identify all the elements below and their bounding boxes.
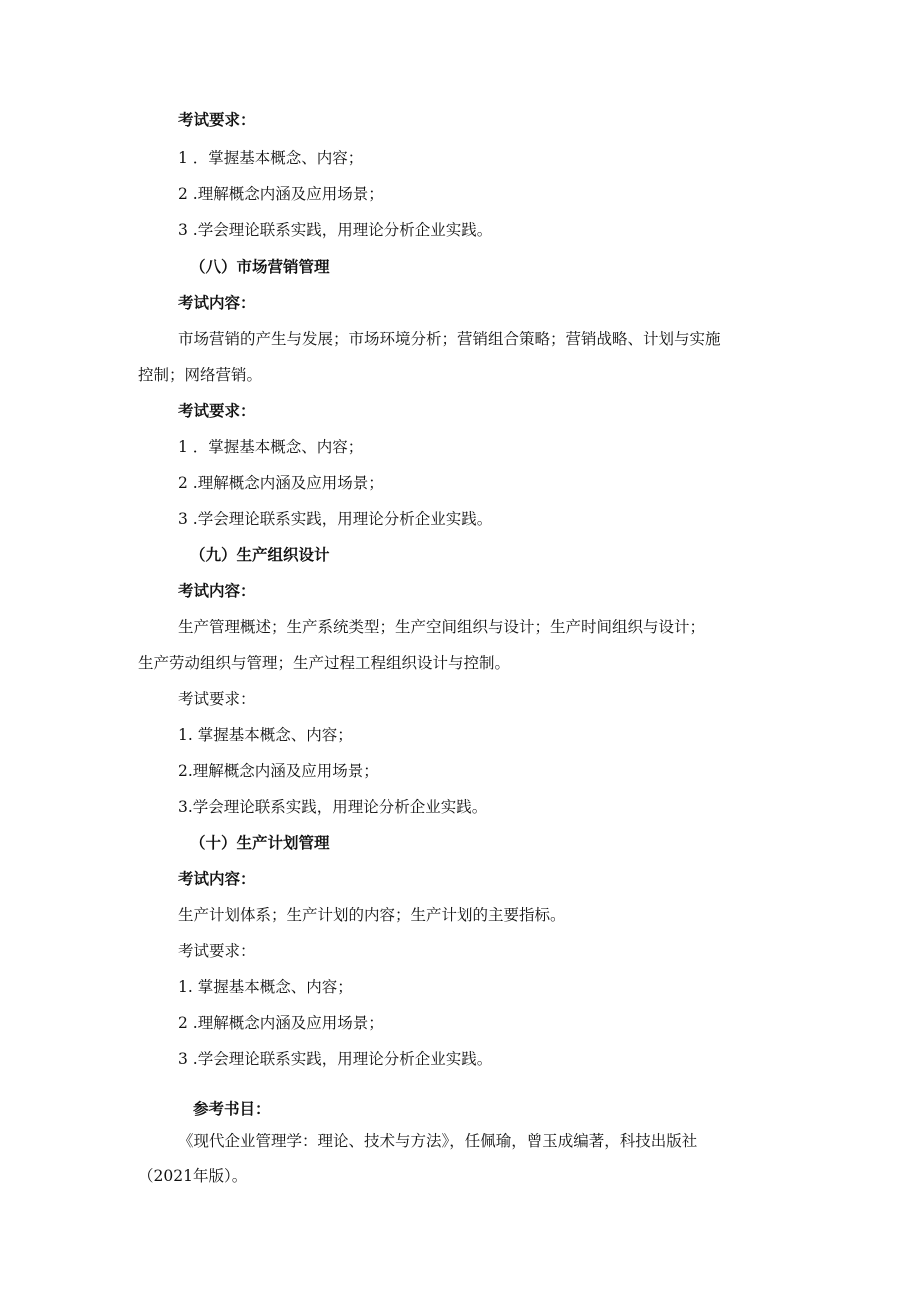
exam-content-text: 生产劳动组织与管理；生产过程工程组织设计与控制。 — [138, 654, 511, 672]
requirement-item: 3 .学会理论联系实践，用理论分析企业实践。 — [178, 221, 493, 239]
requirement-item: 1 ．掌握基本概念、内容； — [178, 149, 364, 167]
requirement-item: 1 ．掌握基本概念、内容； — [178, 438, 364, 456]
exam-requirements-heading: 考试要求： — [178, 690, 256, 708]
requirement-item: 2 .理解概念内涵及应用场景； — [178, 474, 384, 492]
exam-requirements-heading: 考试要求： — [178, 402, 256, 420]
requirement-item: 1. 掌握基本概念、内容； — [178, 726, 353, 744]
reference-entry: 《现代企业管理学：理论、技术与方法》，任佩瑜，曾玉成编著，科技出版社 — [178, 1132, 698, 1150]
exam-content-heading: 考试内容： — [178, 294, 256, 312]
requirement-item: 3 .学会理论联系实践，用理论分析企业实践。 — [178, 510, 493, 528]
exam-content-text: 生产计划体系；生产计划的内容；生产计划的主要指标。 — [178, 906, 566, 924]
requirement-item: 3.学会理论联系实践，用理论分析企业实践。 — [178, 798, 488, 816]
reference-entry: （2021年版）。 — [138, 1167, 248, 1185]
exam-content-text: 生产管理概述；生产系统类型；生产空间组织与设计；生产时间组织与设计； — [178, 618, 706, 636]
section-title-production-organization: （九）生产组织设计 — [190, 546, 330, 564]
requirement-item: 2.理解概念内涵及应用场景； — [178, 762, 379, 780]
exam-content-heading: 考试内容： — [178, 870, 256, 888]
exam-content-heading: 考试内容： — [178, 582, 256, 600]
references-heading: 参考书目： — [193, 1100, 271, 1118]
exam-content-text: 控制；网络营销。 — [138, 366, 263, 384]
section-title-production-planning: （十）生产计划管理 — [190, 834, 330, 852]
exam-requirements-heading: 考试要求： — [178, 111, 256, 129]
requirement-item: 1. 掌握基本概念、内容； — [178, 978, 353, 996]
requirement-item: 2 .理解概念内涵及应用场景； — [178, 185, 384, 203]
requirement-item: 2 .理解概念内涵及应用场景； — [178, 1014, 384, 1032]
section-title-marketing: （八）市场营销管理 — [190, 258, 330, 276]
exam-content-text: 市场营销的产生与发展；市场环境分析；营销组合策略；营销战略、计划与实施 — [178, 330, 721, 348]
requirement-item: 3 .学会理论联系实践，用理论分析企业实践。 — [178, 1050, 493, 1068]
exam-requirements-heading: 考试要求： — [178, 942, 256, 960]
